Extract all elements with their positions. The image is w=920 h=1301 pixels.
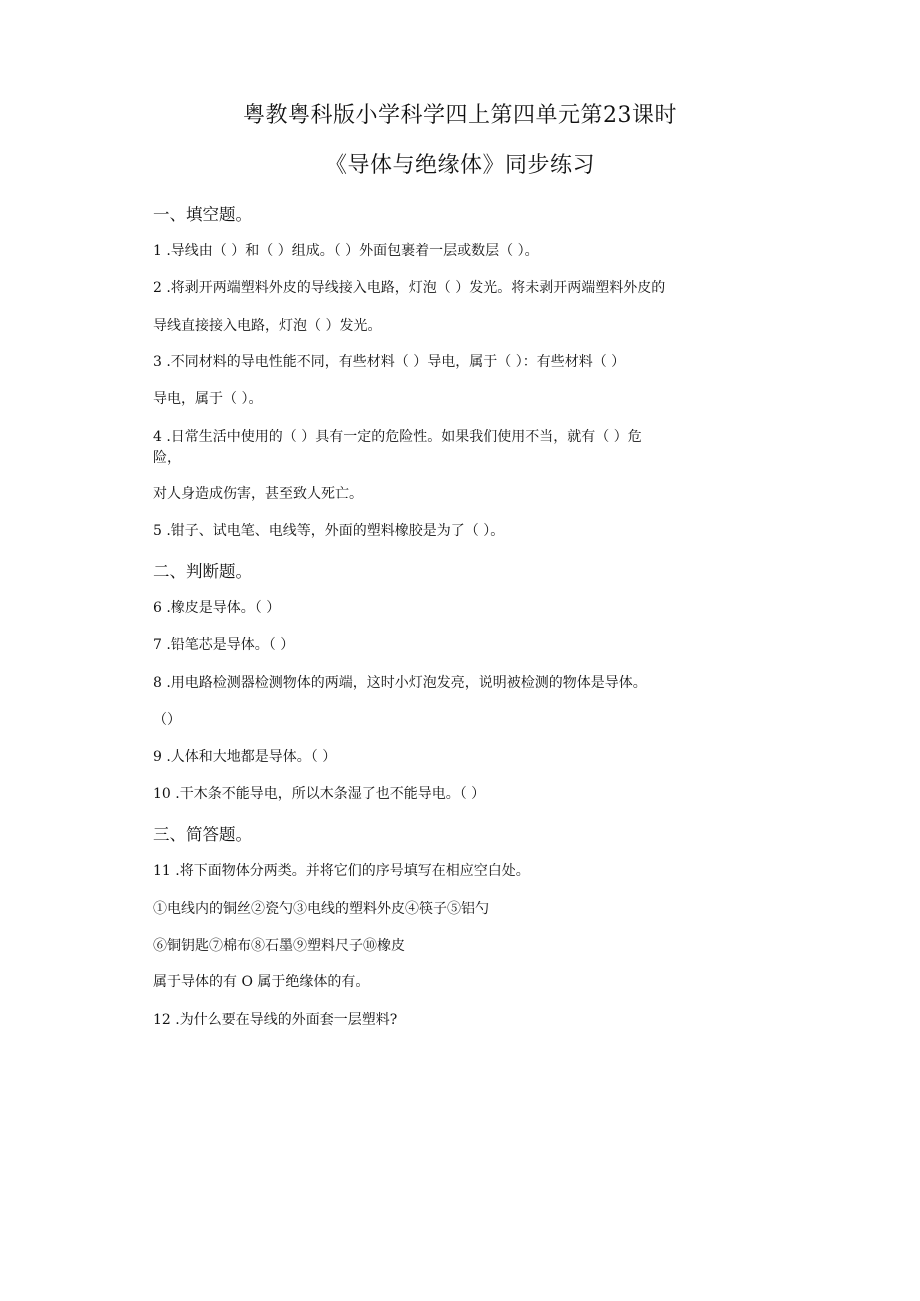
- question-7: 7 .铅笔芯是导体。（ ）: [153, 637, 295, 653]
- question-11-line-1: 11 .将下面物体分两类。并将它们的序号填写在相应空白处。: [153, 863, 530, 879]
- question-6: 6 .橡皮是导体。（ ）: [153, 600, 281, 616]
- worksheet-subtitle: 《导体与绝缘体》同步练习: [324, 153, 595, 178]
- question-5: 5 .钳子、试电笔、电线等，外面的塑料橡胶是为了（ ）。: [153, 523, 505, 539]
- question-12: 12 .为什么要在导线的外面套一层塑料?: [153, 1012, 398, 1028]
- question-10: 10 .干木条不能导电，所以木条湿了也不能导电。（ ）: [153, 786, 486, 802]
- question-3-line-2: 导电，属于（ ）。: [153, 391, 263, 407]
- worksheet-title: 粤教粤科版小学科学四上第四单元第23课时: [243, 103, 677, 128]
- section-true-false: 二、判断题。: [153, 562, 252, 581]
- question-11-line-3: ⑥铜钥匙⑦棉布⑧石墨⑨塑料尺子⑩橡皮: [153, 938, 405, 954]
- question-2-line-2: 导线直接接入电路，灯泡（ ）发光。: [153, 318, 382, 334]
- question-3-line-1: 3 .不同材料的导电性能不同，有些材料（ ）导电，属于（ ）：有些材料（ ）: [153, 354, 626, 370]
- question-4-line-1: 4 .日常生活中使用的（ ）具有一定的危险性。如果我们使用不当，就有（ ）危: [153, 429, 642, 445]
- question-11-line-4: 属于导体的有 O 属于绝缘体的有。: [153, 974, 370, 990]
- question-8-line-1: 8 .用电路检测器检测物体的两端，这时小灯泡发亮，说明被检测的物体是导体。: [153, 675, 647, 691]
- section-fill-in-blank: 一、填空题。: [153, 205, 252, 224]
- question-1: 1 .导线由（ ）和（ ）组成。（ ）外面包裹着一层或数层（ ）。: [153, 243, 539, 259]
- question-11-line-2: ①电线内的铜丝②瓷勺③电线的塑料外皮④筷子⑤铝勺: [153, 901, 489, 917]
- question-9: 9 .人体和大地都是导体。（ ）: [153, 749, 337, 765]
- question-8-line-2: （）: [153, 712, 181, 728]
- question-2-line-1: 2 .将剥开两端塑料外皮的导线接入电路，灯泡（ ）发光。将未剥开两端塑料外皮的: [153, 280, 666, 296]
- question-4-line-2: 险，: [153, 450, 181, 466]
- section-short-answer: 三、简答题。: [153, 825, 252, 844]
- question-4-line-3: 对人身造成伤害，甚至致人死亡。: [153, 486, 363, 502]
